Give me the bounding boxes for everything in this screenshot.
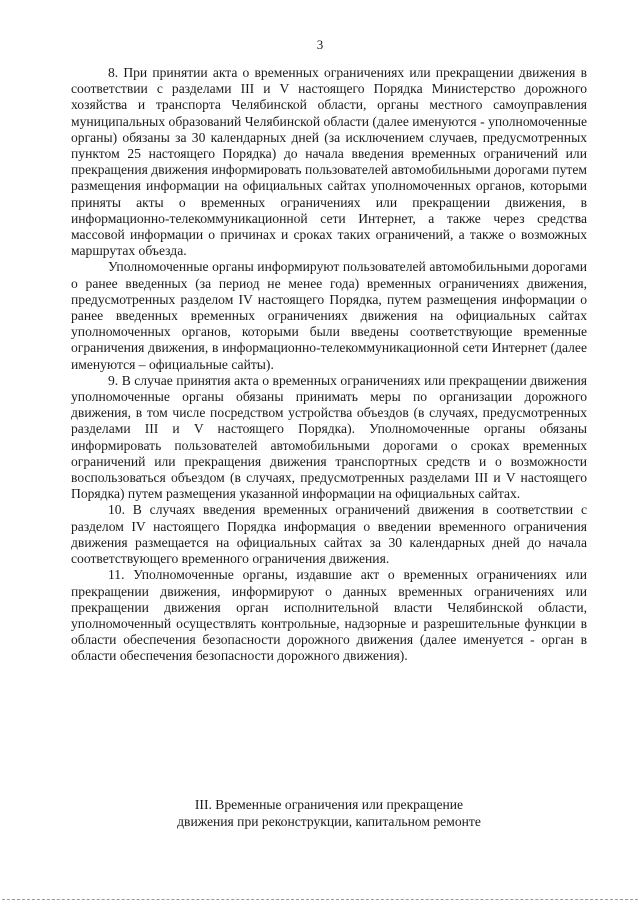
scan-edge-line [2, 899, 638, 900]
paragraph-8: 8. При принятии акта о временных ограничениях или прекращении движения в соответствии с разделами III и V настоящего Порядка Министерство дорожного хозяйства и транспорта Челябинской области, органы местного самоуправления муниципальных образований Челябинской области (далее именуются - уполномоченные органы) обязаны за 30 календарных дней (за исключением случаев, предусмотренных пунктом 25 настоящего Порядка) до начала введения временных ограничений или прекращения движения информировать пользователей автомобильными дорогами путем размещения информации на официальных сайтах уполномоченных органов, которыми приняты акты о временных ограничениях или прекращении движения, в информационно-телекоммуникационной сети Интернет, а также через средства массовой информации о причинах и сроках таких ограничений, а также о возможных маршрутах объезда. [71, 65, 587, 259]
paragraph-11: 11. Уполномоченные органы, издавшие акт о временных ограничениях или прекращении движения, информируют о данных временных ограничениях или прекращении движения орган исполнительной власти Челябинской области, уполномоченный осуществлять контрольные, надзорные и разрешительные функции в области обеспечения безопасности дорожного движения (далее именуется - орган в области обеспечения безопасности дорожного движения). [71, 567, 587, 664]
paragraph-8-continued: Уполномоченные органы информируют пользователей автомобильными дорогами о ранее введенных (за период не менее года) временных ограничениях движения, предусмотренных разделом IV настоящего Порядка, путем размещения информации о ранее введенных временных ограничениях движения на официальных сайтах уполномоченных органов, которыми были введены соответствующие временные ограничения движения, в информационно-телекоммуникационной сети Интернет (далее именуются – официальные сайты). [71, 259, 587, 372]
section-heading [71, 796, 587, 830]
section-heading-line-2: движения при реконструкции, капитальном ремонте [177, 814, 481, 829]
page-number: 3 [316, 37, 324, 52]
document-body [71, 65, 587, 665]
paragraph-9: 9. В случае принятия акта о временных ограничениях или прекращении движения уполномоченные органы обязаны принимать меры по организации дорожного движения, в том числе посредством устройства объездов (в случаях, предусмотренных разделами III и V настоящего Порядка). Уполномоченные органы обязаны информировать пользователей автомобильными дорогами о сроках временных ограничений или прекращения движения транспортных средств и о возможности воспользоваться объездом (в случаях, предусмотренных разделами III и V настоящего Порядка) путем размещения указанной информации на официальных сайтах. [71, 372, 587, 502]
section-heading-line-1: III. Временные ограничения или прекращение [194, 797, 464, 812]
paragraph-10: 10. В случаях введения временных ограничений движения в соответствии с разделом IV настоящего Порядка информация о введении временного ограничения движения размещается на официальных сайтах за 30 календарных дней до начала соответствующего временного ограничения движения. [71, 502, 587, 567]
